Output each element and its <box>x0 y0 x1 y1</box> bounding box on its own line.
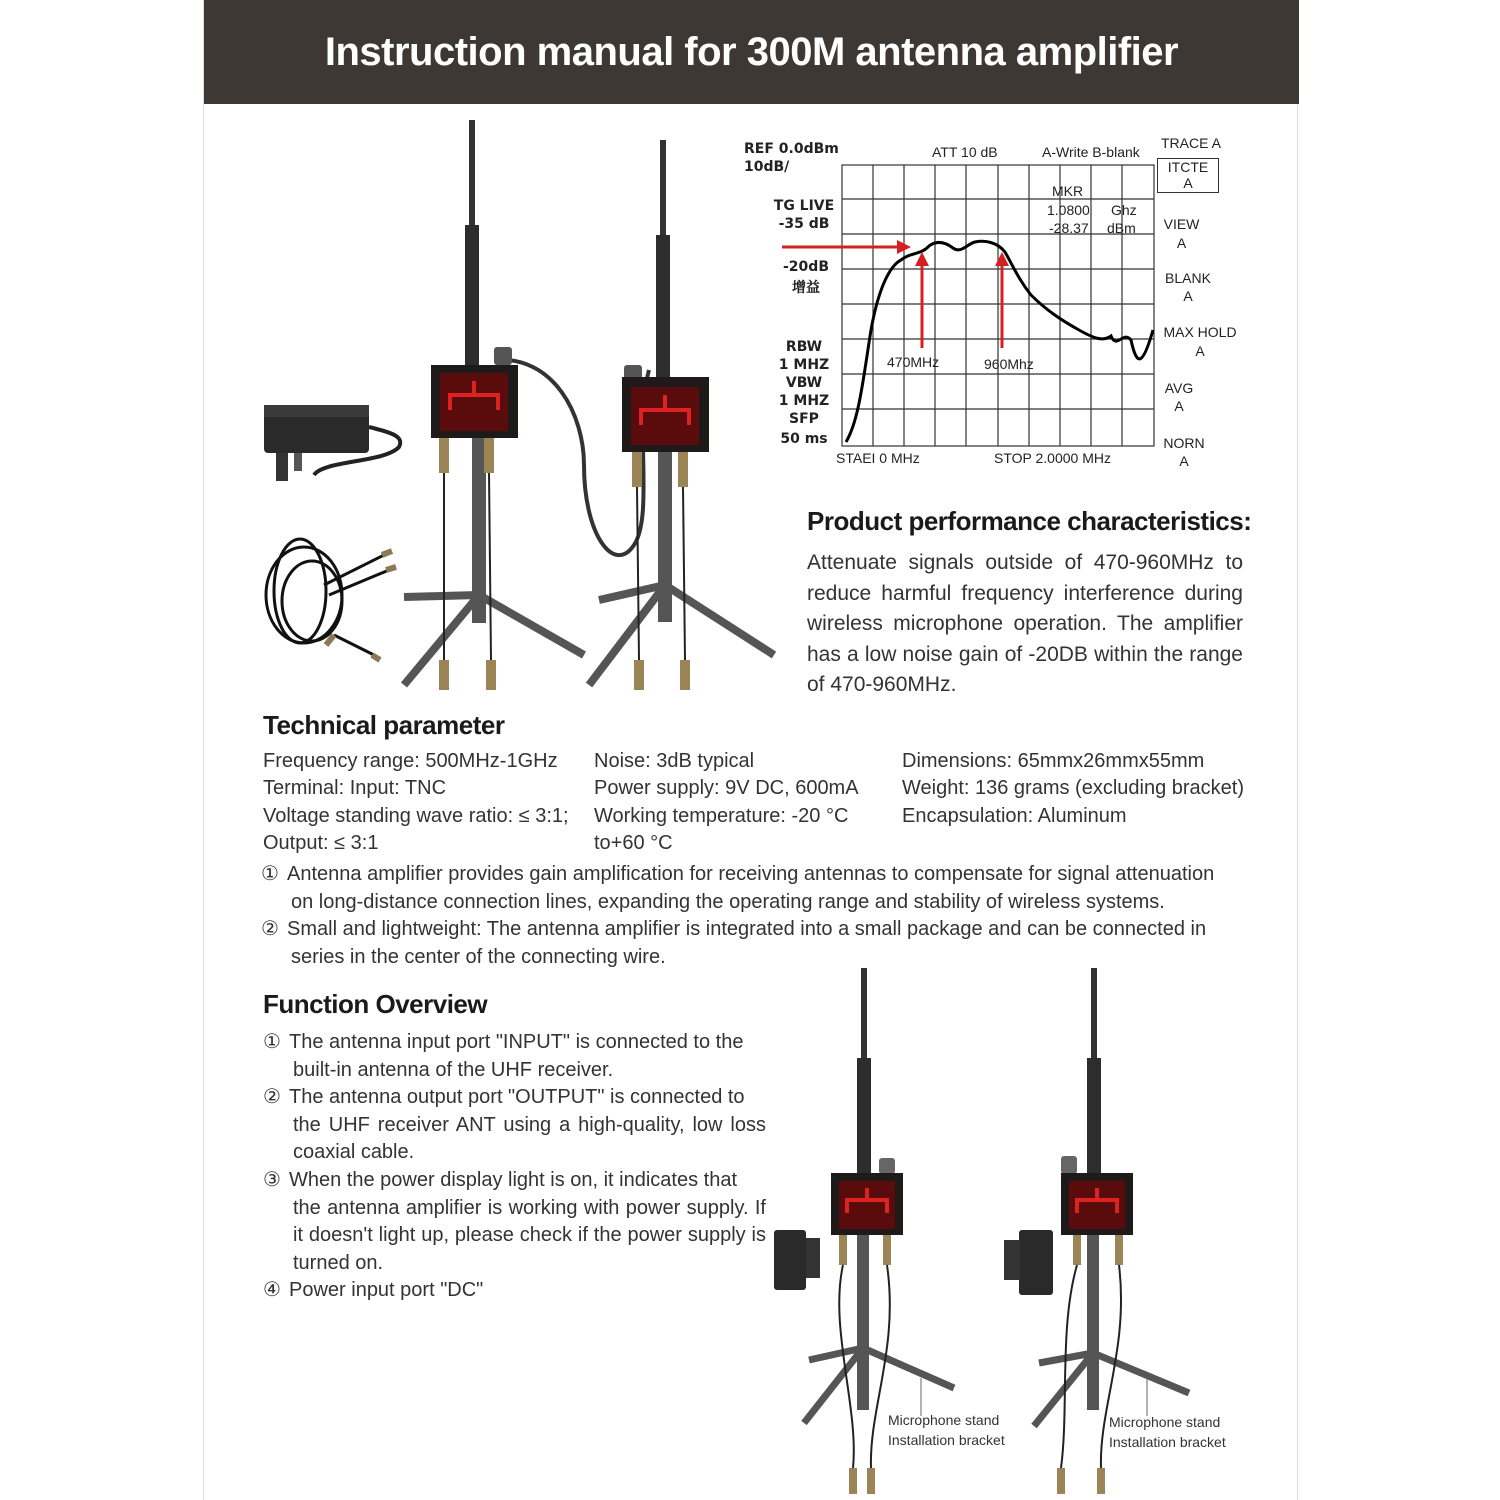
spec-itcte-a: A <box>1183 175 1193 191</box>
spec-gain-db: -20dB <box>783 259 829 275</box>
spec-rbw-val: 1 MHZ <box>778 357 830 373</box>
spec-att: ATT 10 dB <box>932 144 998 160</box>
spec-start: STAEI 0 MHz <box>836 450 920 466</box>
coaxial-cables-image <box>266 539 396 660</box>
side-menu-max-hold-sub: A <box>1195 343 1205 359</box>
spec-sfp: SFP <box>789 411 819 427</box>
power-adapter-image <box>264 405 400 481</box>
side-menu-view: VIEW <box>1163 216 1200 232</box>
function-item-4-first: Power input port "DC" <box>289 1279 484 1301</box>
spec-itcte: ITCTE <box>1167 159 1209 175</box>
caption-left-line1: Microphone stand <box>888 1412 1000 1428</box>
spec-mkr-level: -28.37 <box>1049 220 1089 236</box>
function-item-3-first: When the power display light is on, it indicates that <box>289 1169 738 1191</box>
function-item-2 <box>263 1084 766 1167</box>
tech-note-2-first: Small and lightweight: The antenna amplifier is integrated into a small package and can be connected in <box>287 918 1207 940</box>
spec-trace: TRACE A <box>1161 135 1221 151</box>
function-item-4 <box>263 1277 766 1305</box>
function-item-2-num: ② <box>263 1086 281 1108</box>
param-temp: Working temperature: -20 °C <box>594 805 849 827</box>
caption-right-line1: Microphone stand <box>1109 1414 1221 1430</box>
param-frequency: Frequency range: 500MHz-1GHz <box>263 750 558 772</box>
tech-note-1-num: ① <box>261 863 279 885</box>
side-menu-blank: BLANK <box>1165 270 1211 286</box>
side-menu-avg: AVG <box>1164 380 1194 396</box>
function-item-1-num: ① <box>263 1031 281 1053</box>
page-title: Instruction manual for 300M antenna amplifier <box>324 29 1179 74</box>
spec-write: A-Write B-blank <box>1042 144 1140 160</box>
function-item-3 <box>263 1167 766 1277</box>
side-menu-blank-sub: A <box>1183 288 1193 304</box>
param-power: Power supply: 9V DC, 600mA <box>594 777 859 799</box>
side-menu-avg-sub: A <box>1174 398 1184 414</box>
spec-mkr-freq: 1.0800 <box>1047 202 1090 218</box>
side-menu-max-hold: MAX HOLD <box>1163 324 1237 340</box>
function-item-1-first: The antenna input port "INPUT" is connected to the <box>289 1031 744 1053</box>
spec-tg-db: -35 dB <box>778 216 830 232</box>
tech-note-2 <box>261 916 1251 971</box>
spec-itcte-box <box>1157 158 1219 193</box>
function-item-3-rest: the antenna amplifier is working with power supply. If it doesn't light up, please check if the power supply is turned on. <box>293 1196 766 1274</box>
param-vswr: Voltage standing wave ratio: ≤ 3:1; <box>263 805 569 827</box>
spectrum-arrows <box>779 230 1029 350</box>
caption-left-line2: Installation bracket <box>888 1432 1005 1448</box>
spec-mkr: MKR <box>1052 183 1084 199</box>
tech-note-2-num: ② <box>261 918 279 940</box>
amplifier-on-tripod-right <box>589 140 774 690</box>
function-title: Function Overview <box>263 989 488 1019</box>
spec-gain-cn: 增益 <box>792 280 820 296</box>
param-noise: Noise: 3dB typical <box>594 750 755 772</box>
function-item-1 <box>263 1029 766 1084</box>
caption-left <box>888 1410 1005 1450</box>
spec-stop: STOP 2.0000 MHz <box>994 450 1111 466</box>
manual-page <box>203 0 1298 1500</box>
param-encapsulation: Encapsulation: Aluminum <box>902 805 1127 827</box>
spec-tg-live: TG LIVE <box>773 198 835 214</box>
function-item-2-rest: the UHF receiver ANT using a high-quality, low loss coaxial cable. <box>293 1113 766 1163</box>
side-menu-norn: NORN <box>1163 435 1205 451</box>
spec-vbw: VBW <box>785 375 823 391</box>
function-item-4-num: ④ <box>263 1279 281 1301</box>
side-menu-view-sub: A <box>1176 235 1187 251</box>
caption-right <box>1109 1412 1226 1452</box>
spec-mkr-level-unit: dBm <box>1107 220 1136 236</box>
function-item-2-first: The antenna output port "OUTPUT" is connected to <box>289 1086 745 1108</box>
spec-ref: REF 0.0dBm <box>744 141 839 157</box>
function-item-3-num: ③ <box>263 1169 281 1191</box>
tech-note-2-rest: series in the center of the connecting wire. <box>291 945 666 968</box>
title-bar <box>204 0 1299 104</box>
spec-sfp-val: 50 ms <box>780 431 828 447</box>
spec-rbw: RBW <box>785 339 823 355</box>
param-output: Output: ≤ 3:1 <box>263 832 379 854</box>
spec-vbw-val: 1 MHZ <box>778 393 830 409</box>
performance-body: Attenuate signals outside of 470-960MHz to reduce harmful frequency interference during wireless microphone operation. The amplifier has a low noise gain of -20DB within the range of 470-960MHz. <box>807 551 1243 696</box>
amplifier-on-tripod-left <box>404 120 649 690</box>
tech-note-1-first: Antenna amplifier provides gain amplification for receiving antennas to compensate for signal attenuation <box>287 863 1215 885</box>
caption-right-line2: Installation bracket <box>1109 1434 1226 1450</box>
spec-marker-470: 470MHz <box>887 354 940 370</box>
param-temp-cont: to+60 °C <box>594 832 673 854</box>
tech-note-1 <box>261 861 1251 916</box>
spec-scale: 10dB/ <box>744 159 790 175</box>
spec-mkr-freq-unit: Ghz <box>1111 202 1137 218</box>
function-item-1-rest: built-in antenna of the UHF receiver. <box>293 1058 614 1081</box>
param-terminal: Terminal: Input: TNC <box>263 777 447 799</box>
performance-title: Product performance characteristics: <box>807 506 1252 536</box>
param-dimensions: Dimensions: 65mmx26mmx55mm <box>902 750 1205 772</box>
tech-note-1-rest: on long-distance connection lines, expanding the operating range and stability of wireless systems. <box>291 890 1165 913</box>
param-weight: Weight: 136 grams (excluding bracket) <box>902 777 1245 799</box>
technical-title: Technical parameter <box>263 710 505 740</box>
spec-marker-960: 960Mhz <box>984 356 1034 372</box>
product-photo <box>254 115 784 700</box>
side-menu-norn-sub: A <box>1179 453 1189 469</box>
